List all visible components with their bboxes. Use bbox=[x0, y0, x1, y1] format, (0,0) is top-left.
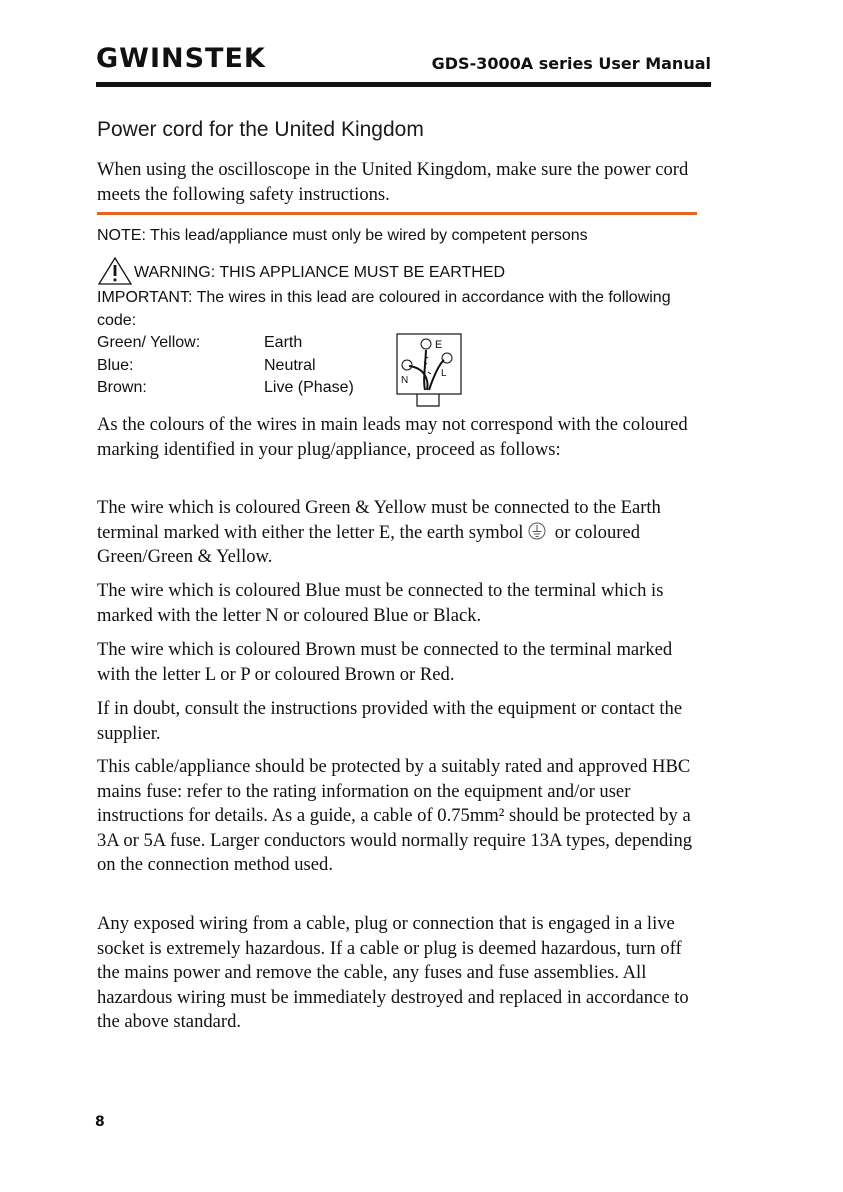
wire-meaning: Earth bbox=[264, 334, 303, 351]
brand-logo: GWINSTEK bbox=[96, 43, 266, 74]
paragraph-2-part-1: The wire which is coloured Green & Yellow must be connected to the Earth terminal marked with either the letter E, the earth symbol bbox=[97, 497, 661, 543]
accent-divider bbox=[97, 212, 697, 215]
diagram-label-n: N bbox=[401, 375, 409, 386]
paragraph-3: The wire which is coloured Blue must be connected to the terminal which is marked with the letter N or coloured Blue or Black. bbox=[97, 580, 664, 626]
wire-color: Green/ Yellow: bbox=[97, 334, 201, 351]
page-number: 8 bbox=[95, 1114, 105, 1130]
wire-meaning: Neutral bbox=[264, 356, 316, 374]
wire-color: Brown: bbox=[97, 379, 147, 396]
header-rule bbox=[96, 82, 711, 87]
paragraph-2-part-2: or coloured Green/Green & Yellow. bbox=[97, 521, 640, 568]
warning-text: WARNING: THIS APPLIANCE MUST BE EARTHED bbox=[134, 264, 506, 281]
earth-symbol-icon bbox=[528, 522, 546, 540]
warning-triangle-icon bbox=[97, 256, 133, 286]
diagram-label-l: L bbox=[441, 368, 447, 379]
paragraph-2 bbox=[97, 496, 702, 570]
wire-color: Blue: bbox=[97, 356, 134, 374]
section-title: Power cord for the United Kingdom bbox=[97, 118, 424, 141]
note-text: NOTE: This lead/appliance must only be wired by competent persons bbox=[97, 227, 588, 244]
diagram-label-e: E bbox=[435, 339, 443, 351]
paragraph-7: Any exposed wiring from a cable, plug or connection that is engaged in a live socket is extremely hazardous. If a cable or plug is deemed hazardous, turn off the mains power and remove the cable, any fuses and fuse assemblies. All hazardous wiring must be immediately destroyed and replaced in accordance to the above standard. bbox=[97, 913, 689, 1033]
paragraph-5: If in doubt, consult the instructions provided with the equipment or contact the supplier. bbox=[97, 698, 683, 744]
page-header bbox=[96, 44, 711, 86]
plug-wiring-diagram bbox=[395, 332, 465, 410]
paragraph-6: This cable/appliance should be protected by a suitably rated and approved HBC mains fuse: refer to the rating information on the equipment and/or user instructions for details. As a guide, a cable of 0.75mm² should be protected by a 3A or 5A fuse. Larger conductors would normally require 13A types, depending on the connection method used. bbox=[97, 756, 693, 876]
wire-meaning: Live (Phase) bbox=[264, 379, 354, 396]
manual-title: GDS-3000A series User Manual bbox=[431, 54, 711, 73]
paragraph-1: As the colours of the wires in main leads may not correspond with the coloured marking identified in your plug/appliance, proceed as follows: bbox=[97, 414, 688, 460]
paragraph-4: The wire which is coloured Brown must be connected to the terminal marked with the letter L or P or coloured Brown or Red. bbox=[97, 639, 673, 685]
important-text: IMPORTANT: The wires in this lead are coloured in accordance with the following code: bbox=[97, 289, 671, 329]
intro-paragraph: When using the oscilloscope in the United Kingdom, make sure the power cord meets the following safety instructions. bbox=[97, 159, 689, 205]
